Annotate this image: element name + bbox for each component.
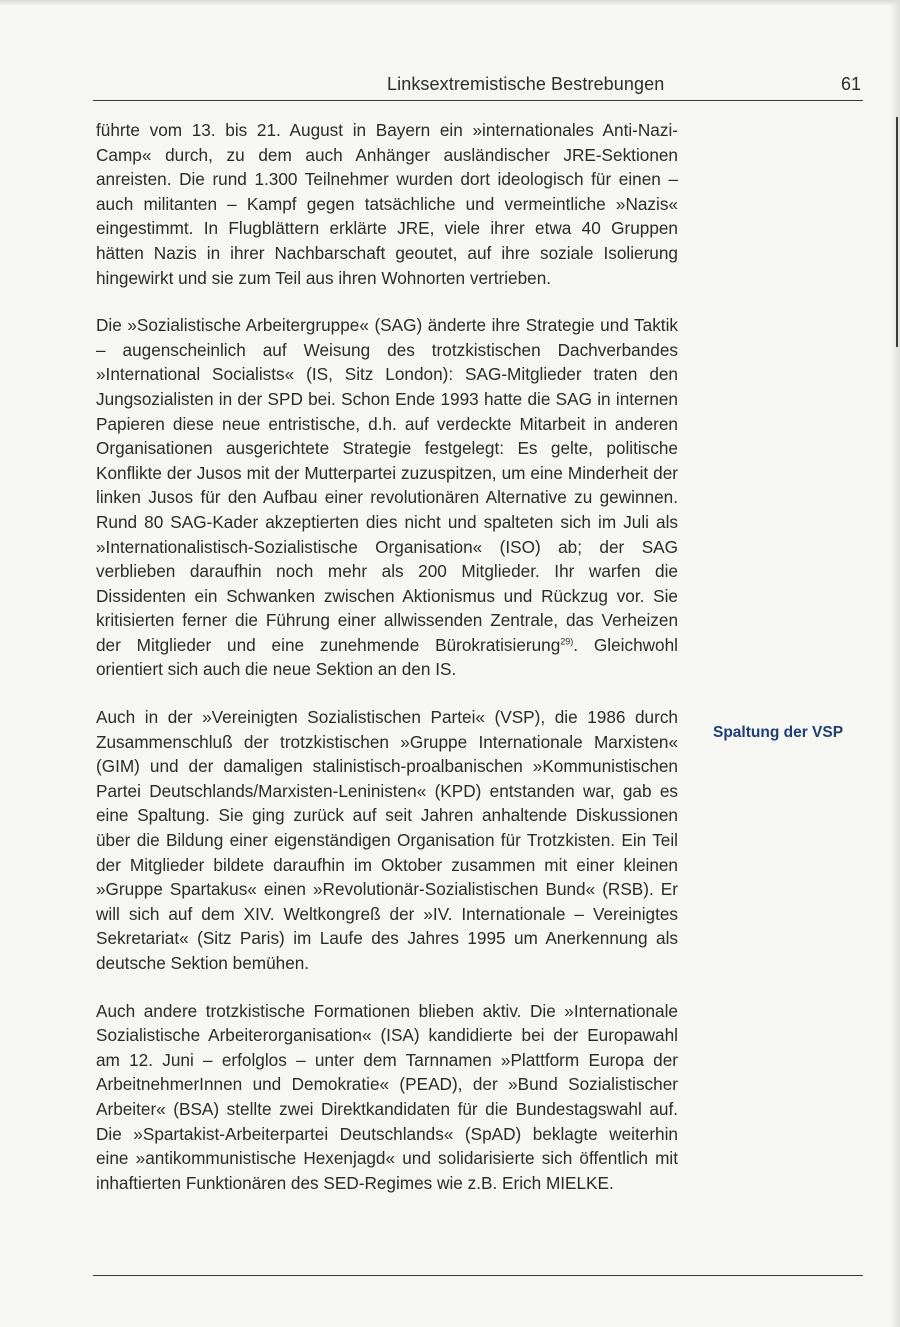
page-edge-shadow (0, 0, 900, 6)
paragraph-trotskyist-formations: Auch andere trotzkistische Formationen blieben aktiv. Die »Internationale Sozialistische Arbeiterorganisation« (ISA) kandidierte bei der Europawahl am 12. Juni – erfolglos – unter dem Tarnnamen »Plattform Europa der ArbeitnehmerInnen und Demokratie« (PEAD), der »Bund Sozialistischer Arbeiter« (BSA) stellte zwei Direktkandidaten für die Bundestagswahl auf. Die »Spartakist-Arbeiterpartei Deutschlands« (SpAD) beklagte weiterhin eine »antikommunistische Hexenjagd« und solidarisierte sich öffentlich mit inhaftierten Funktionären des SED-Regimes wie z.B. Erich MIELKE. (96, 1000, 678, 1193)
margin-note-spaltung-vsp: Spaltung der VSP (713, 724, 844, 741)
running-header (93, 72, 863, 101)
paragraph-sag (96, 313, 678, 682)
margin-change-bar (896, 117, 898, 347)
page-number: 61 (840, 74, 861, 94)
paragraph-vsp: Auch in der »Vereinigten Sozialistischen Partei« (VSP), die 1986 durch Zusammenschluß der trotzkistischen »Gruppe Internationale Marxisten« (GIM) und der damaligen stalinistisch-proalbanischen »Kommunistischen Partei Deutschlands/Marxisten-Leninisten« (KPD) entstanden war, gab es eine Spaltung. Sie ging zurück auf seit Jahren anhaltende Diskussionen über die Bildung einer eigenständigen Organisation für Trotzkisten. Ein Teil der Mitglieder bildete daraufhin im Oktober zusammen mit einer kleinen »Gruppe Spartakus« einen »Revolutionär-Sozialistischen Bund« (RSB). Er will sich auf dem XIV. Weltkongreß der »IV. Internationale – Vereinigtes Sekretariat« (Sitz Paris) im Laufe des Jahres 1995 um Anerkennung als deutsche Sektion bemühen. (96, 707, 678, 973)
paragraph-sag-text: Die »Sozialistische Arbeitergruppe« (SAG) änderte ihre Strategie und Taktik – augenscheinlich auf Weisung des trotzkistischen Dachverbandes »International Socialists« (IS, Sitz London): SAG-Mitglieder traten den Jungsozialisten in der SPD bei. Schon Ende 1993 hatte die SAG in internen Papieren diese neue entristische, d.h. auf verdeckte Mitarbeit in anderen Organisationen ausgerichtete Strategie festgelegt: Es gelte, politische Konflikte der Jusos mit der Mutterpartei zuzuspitzen, um eine Minderheit der linken Jusos für den Aufbau einer revolutionären Alternative zu gewinnen. Rund 80 SAG-Kader akzeptierten dies nicht und spalteten sich im Juli als »Internationalistisch-Sozialistische Organisation« (ISO) ab; der SAG verblieben daraufhin noch mehr als 200 Mitglieder. Ihr warfen die Dissidenten ein Schwanken zwischen Aktionismus und Rückzug vor. Sie kritisierten ferner die Führung einer allwissenden Zentrale, das Verheizen der Mitglieder und eine zunehmende Bürokratisierung (96, 315, 678, 655)
footnote-reference: 29) (560, 636, 574, 647)
running-header-title: Linksextremistische Bestrebungen (387, 74, 665, 94)
footer-rule (93, 1275, 863, 1276)
paragraph-anti-nazi-camp: führte vom 13. bis 21. August in Bayern ein »internationales Anti-Nazi-Camp« durch, zu dem auch Anhänger ausländischer JRE-Sektionen anreisten. Die rund 1.300 Teilnehmer wurden dort ideologisch für einen – auch militanten – Kampf gegen tatsächliche und vermeintliche »Nazis« eingestimmt. In Flugblättern erklärte JRE, viele ihrer etwa 40 Gruppen hätten Nazis in ihrer Nachbarschaft geoutet, auf ihre soziale Isolierung hingewirkt und sie zum Teil aus ihren Wohnorten vertrieben. (96, 120, 678, 288)
body-text (96, 118, 678, 1218)
page-edge-shadow-right (890, 0, 900, 1327)
paragraph-sag-text-end: . Gleichwohl orientiert sich auch die neue Sektion an den IS. (96, 634, 678, 680)
